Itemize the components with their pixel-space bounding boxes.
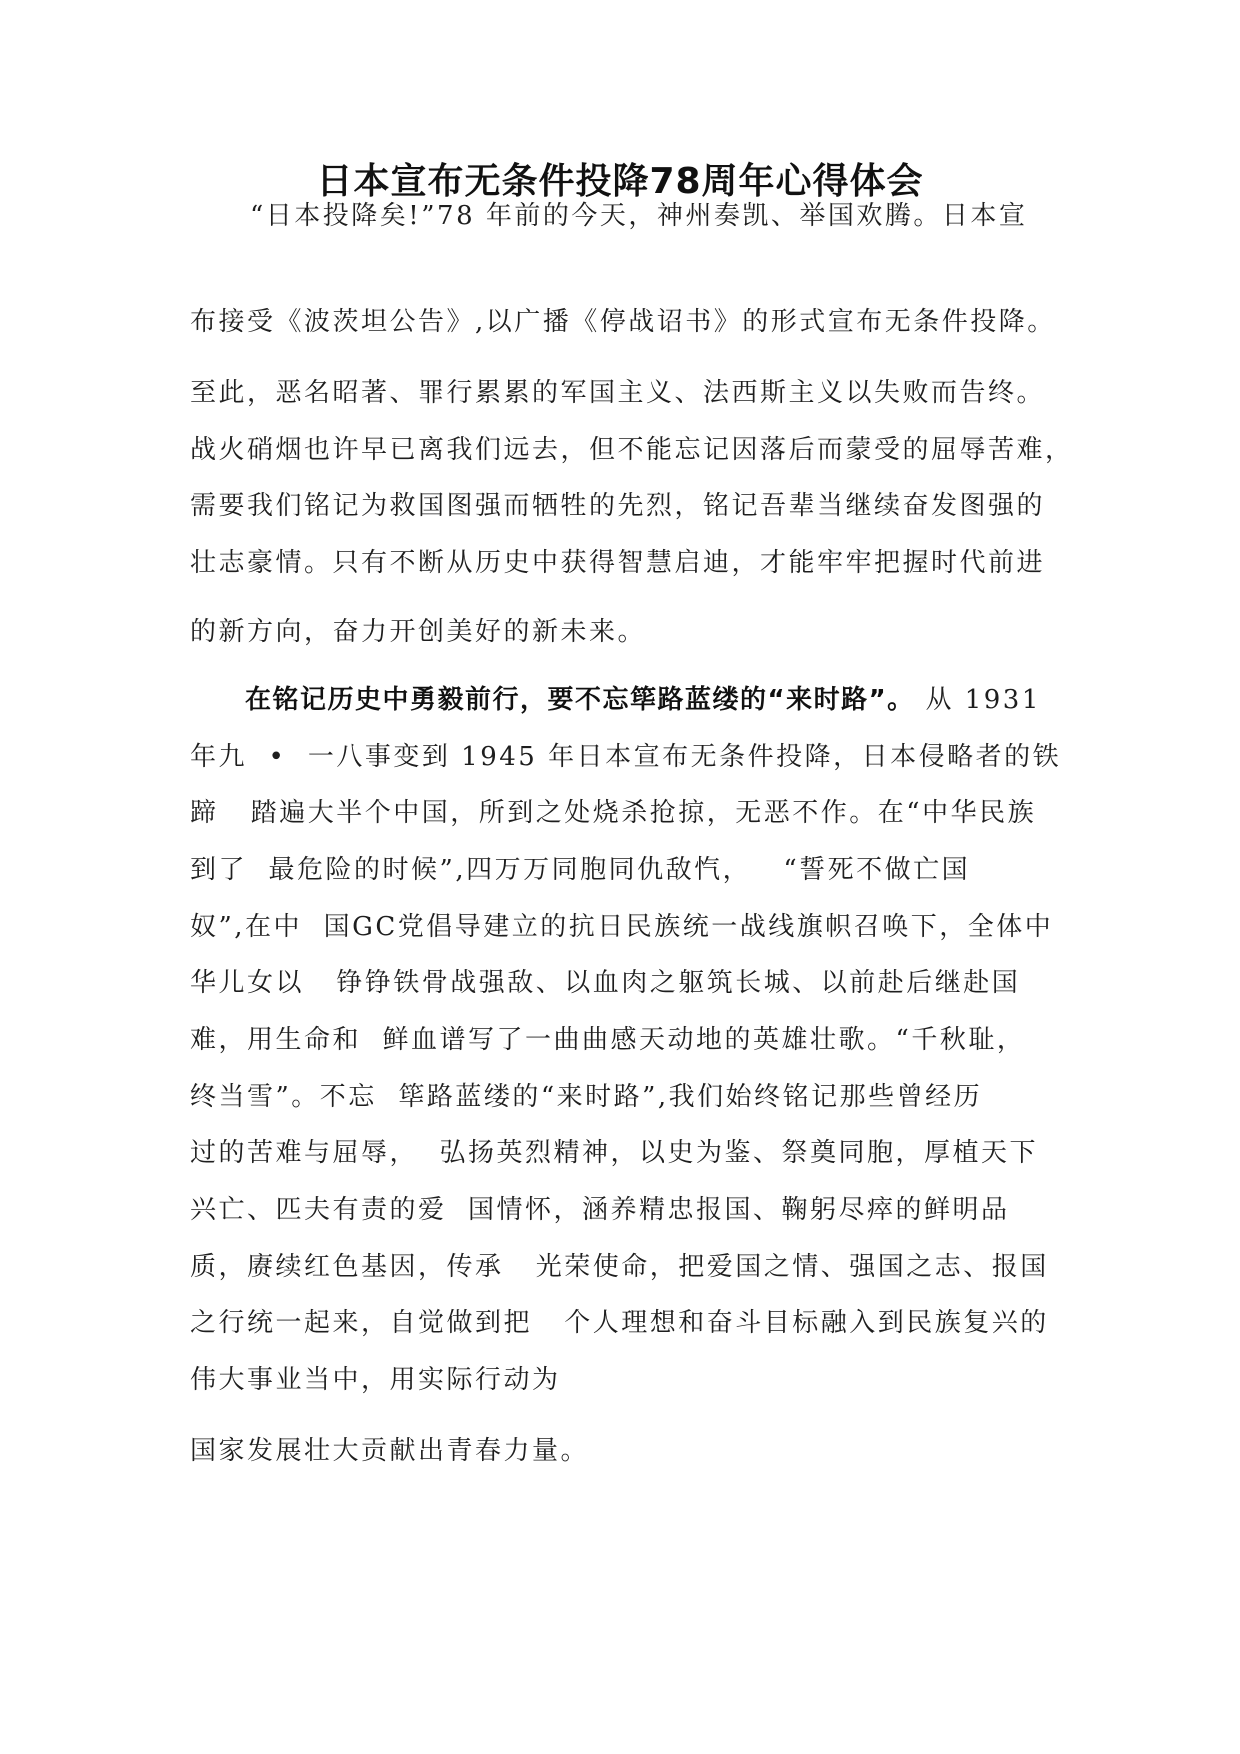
paragraph-2-line-6: 华儿女以 铮铮铁骨战强敌、以血肉之躯筑长城、以前赴后继赴国 — [190, 968, 1021, 998]
paragraph-1-line-3: 至此，恶名昭著、罪行累累的军国主义、法西斯主义以失败而告终。 — [190, 378, 1046, 408]
paragraph-1-line-6: 壮志豪情。只有不断从历史中获得智慧启迪，才能牢牢把握时代前进 — [190, 548, 1046, 578]
paragraph-2-line-12: 之行统一起来，自觉做到把 个人理想和奋斗目标融入到民族复兴的 — [190, 1308, 1049, 1338]
paragraph-2-line-13: 伟大事业当中，用实际行动为 — [190, 1365, 561, 1395]
paragraph-2-line-7: 难，用生命和 鲜血谱写了一曲曲感天动地的英雄壮歌。“千秋耻， — [190, 1025, 1026, 1055]
paragraph-2-line-4: 到了 最危险的时候”,四万万同胞同仇敌忾， “誓死不做亡国 — [190, 855, 971, 885]
paragraph-1-line-1: “日本投降矣!”78 年前的今天，神州奏凯、举国欢腾。日本宣 — [250, 201, 1028, 231]
paragraph-2-line-11: 质，赓续红色基因，传承 光荣使命，把爱国之情、强国之志、报国 — [190, 1252, 1049, 1282]
paragraph-2-lead-tail: 从 1931 — [914, 685, 1041, 715]
paragraph-2-line-2: 年九 • 一八事变到 1945 年日本宣布无条件投降，日本侵略者的铁 — [190, 742, 1062, 772]
paragraph-1-line-2: 布接受《波茨坦公告》,以广播《停战诏书》的形式宣布无条件投降。 — [190, 307, 1056, 337]
paragraph-1-line-5: 需要我们铭记为救国图强而牺牲的先烈，铭记吾辈当继续奋发图强的 — [190, 491, 1046, 521]
paragraph-2-line-3: 蹄 踏遍大半个中国，所到之处烧杀抢掠，无恶不作。在“中华民族 — [190, 798, 1037, 828]
paragraph-2-lead-sentence: 在铭记历史中勇毅前行，要不忘筚路蓝缕的“来时路”。 — [245, 685, 915, 715]
document-title: 日本宣布无条件投降78周年心得体会 — [316, 161, 924, 202]
paragraph-1-line-7: 的新方向，奋力开创美好的新未来。 — [190, 617, 647, 647]
paragraph-2-line-5: 奴”,在中 国GC党倡导建立的抗日民族统一战线旗帜召唤下，全体中 — [190, 912, 1054, 942]
paragraph-1-line-4: 战火硝烟也许早已离我们远去，但不能忘记因落后而蒙受的屈辱苦难， — [190, 435, 1074, 465]
paragraph-2-line-14: 国家发展壮大贡献出青春力量。 — [190, 1436, 590, 1466]
paragraph-2-first-line — [245, 682, 1041, 718]
paragraph-2-line-8: 终当雪”。不忘 筚路蓝缕的“来时路”,我们始终铭记那些曾经历 — [190, 1082, 983, 1112]
paragraph-2-line-9: 过的苦难与屈辱， 弘扬英烈精神，以史为鉴、祭奠同胞，厚植天下 — [190, 1138, 1039, 1168]
paragraph-2-line-10: 兴亡、匹夫有责的爱 国情怀，涵养精忠报国、鞠躬尽瘁的鲜明品 — [190, 1195, 1010, 1225]
